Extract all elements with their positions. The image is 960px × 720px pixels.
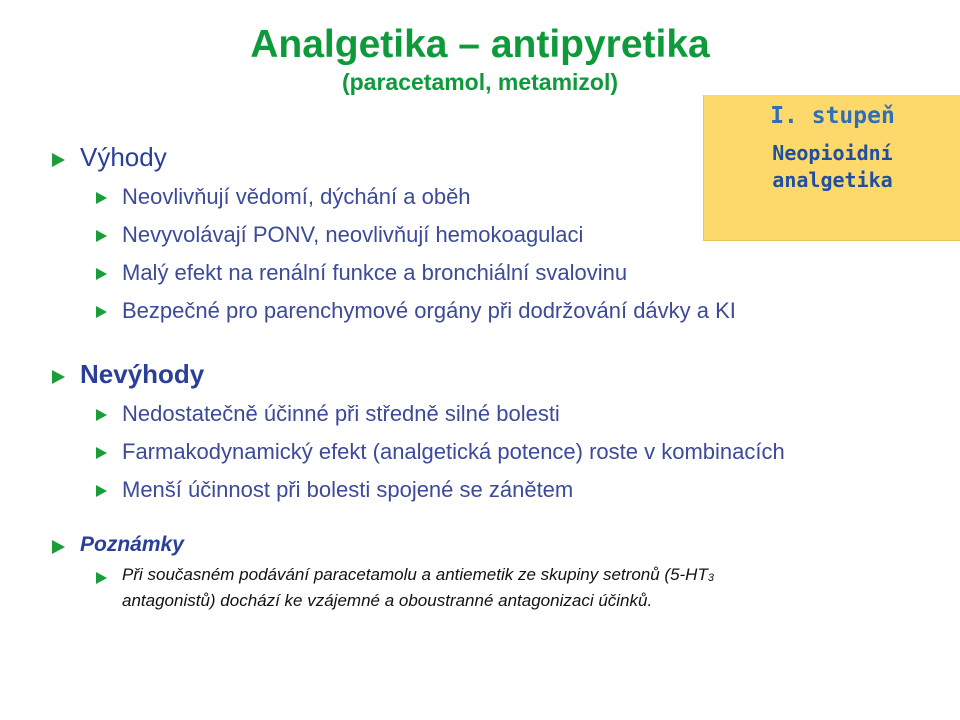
section-heading-vyhody: Výhody <box>80 142 167 172</box>
box-category-line1: Neopioidní <box>772 141 893 165</box>
bullet-arrow-icon <box>96 409 107 421</box>
box-category-line2: analgetika <box>772 168 893 192</box>
list-item: Neovlivňují vědomí, dýchání a oběh <box>122 184 471 209</box>
bullet-arrow-icon <box>96 572 107 584</box>
slide-title: Analgetika – antipyretika <box>250 23 710 66</box>
slide-subtitle: (paracetamol, metamizol) <box>341 69 619 95</box>
bullet-arrow-icon <box>52 153 65 167</box>
info-box <box>703 95 960 241</box>
list-item: Farmakodynamický efekt (analgetická potence) roste v kombinacích <box>122 439 785 464</box>
section-heading-poznamky: Poznámky <box>80 533 184 556</box>
bullet-arrow-icon <box>52 370 65 384</box>
bullet-arrow-icon <box>96 230 107 242</box>
list-item: Malý efekt na renální funkce a bronchiální svalovinu <box>122 260 628 285</box>
bullet-arrow-icon <box>96 485 107 497</box>
list-item: Nevyvolávají PONV, neovlivňují hemokoagulaci <box>122 222 584 247</box>
box-stage-label: I. stupeň <box>770 103 895 129</box>
note-subscript: 3 <box>707 572 714 584</box>
section-heading-nevyhody: Nevýhody <box>80 359 205 389</box>
bullet-arrow-icon <box>52 540 65 554</box>
list-item: Nedostatečně účinné při středně silné bolesti <box>122 401 560 426</box>
bullet-arrow-icon <box>96 447 107 459</box>
note-line-2: antagonistů) dochází ke vzájemné a oboustranné antagonizaci účinků. <box>122 591 653 610</box>
bullet-arrow-icon <box>96 192 107 204</box>
note-text: Při současném podávání paracetamolu a antiemetik ze skupiny setronů (5-HT <box>122 565 708 584</box>
bullet-arrow-icon <box>96 306 107 318</box>
note-line-1 <box>122 565 714 585</box>
bullet-arrow-icon <box>96 268 107 280</box>
list-item: Menší účinnost při bolesti spojené se zánětem <box>122 477 574 502</box>
list-item: Bezpečné pro parenchymové orgány při dodržování dávky a KI <box>122 298 736 323</box>
